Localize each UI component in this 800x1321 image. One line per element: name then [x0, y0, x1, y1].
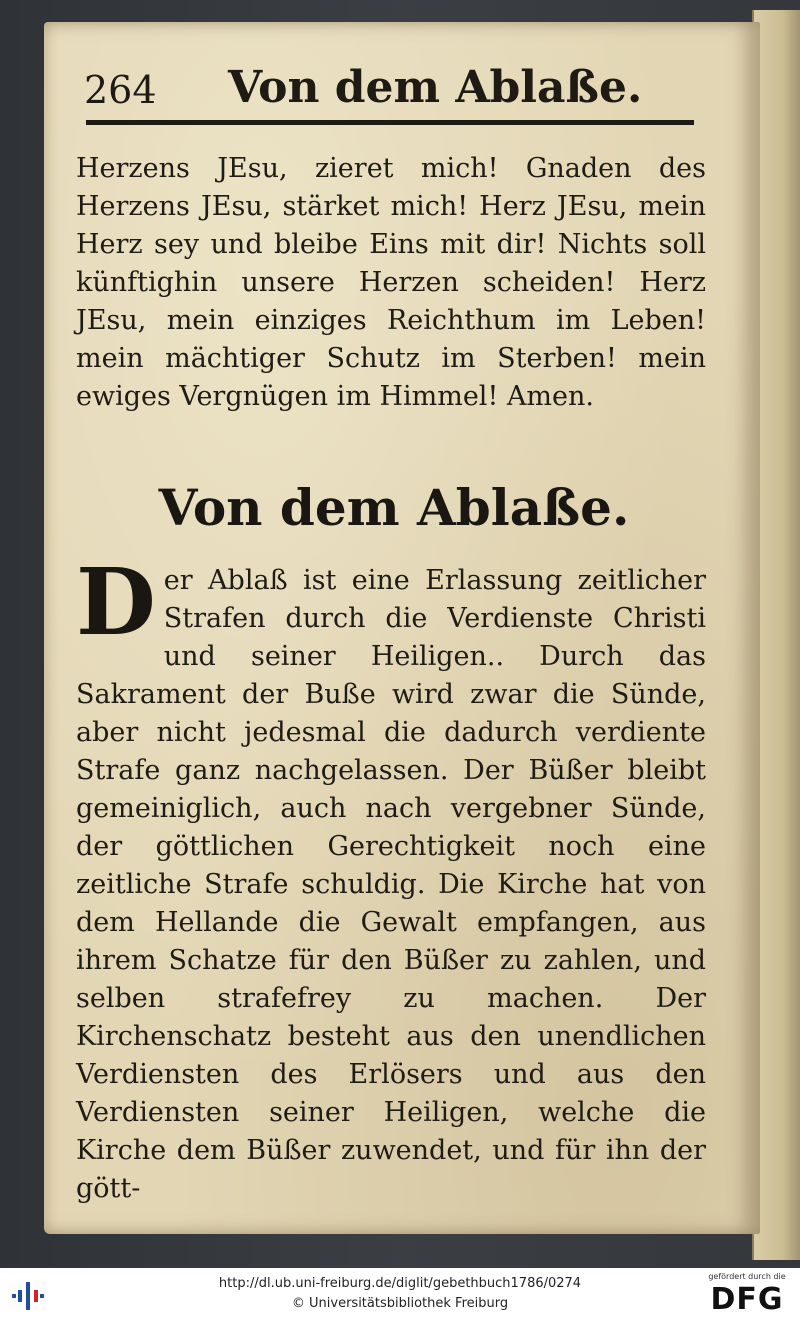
funding-note: gefördert durch die [708, 1272, 786, 1281]
indulgence-text: er Ablaß ist eine Erlassung zeitlicher Strafen durch die Verdienste Christi und seiner Heiligen.. Durch das Sakrament der Buße wird zwar die Sünde, aber nicht jedesmal die dadurch verdiente Strafe ganz nachgelassen. Der Büßer bleibt gemeiniglich, auch nach vergebner Sünde, der göttlichen Gerechtigkeit noch eine zeitliche Strafe schuldig. Die Kirche hat von dem Hellande die Gewalt empfangen, aus ihrem Schatze für den Büßer zu zahlen, und selben strafefrey zu machen. Der Kirchenschatz besteht aus den unendlichen Verdiensten des Erlösers und aus den Verdiensten seiner Heiligen, welche die Kirche dem Büßer zuwendet, und für ihn der gött- [76, 565, 706, 1204]
page-number: 264 [84, 68, 157, 112]
book-page [44, 22, 760, 1234]
indulgence-paragraph [76, 548, 706, 1208]
drop-cap: D [76, 548, 156, 656]
permalink-url[interactable]: http://dl.ub.uni-freiburg.de/diglit/gebethbuch1786/0274 [218, 1276, 582, 1291]
section-heading: Von dem Ablaße. [158, 478, 630, 537]
running-head: Von dem Ablaße. [228, 62, 643, 113]
viewer-footer [0, 1268, 800, 1321]
prayer-paragraph: Herzens JEsu, zieret mich! Gnaden des Herzens JEsu, stärket mich! Herz JEsu, mein Herz sey und bleibe Eins mit dir! Nichts soll künftighin unsere Herzen scheiden! Herz JEsu, mein einziges Reichthum im Leben! mein mächtiger Schutz im Sterben! mein ewiges Vergnügen im Himmel! Amen. [76, 153, 706, 412]
header-rule [86, 120, 694, 125]
dfg-logo: DFG [710, 1282, 784, 1317]
copyright-notice: © Universitätsbibliothek Freiburg [291, 1296, 509, 1311]
